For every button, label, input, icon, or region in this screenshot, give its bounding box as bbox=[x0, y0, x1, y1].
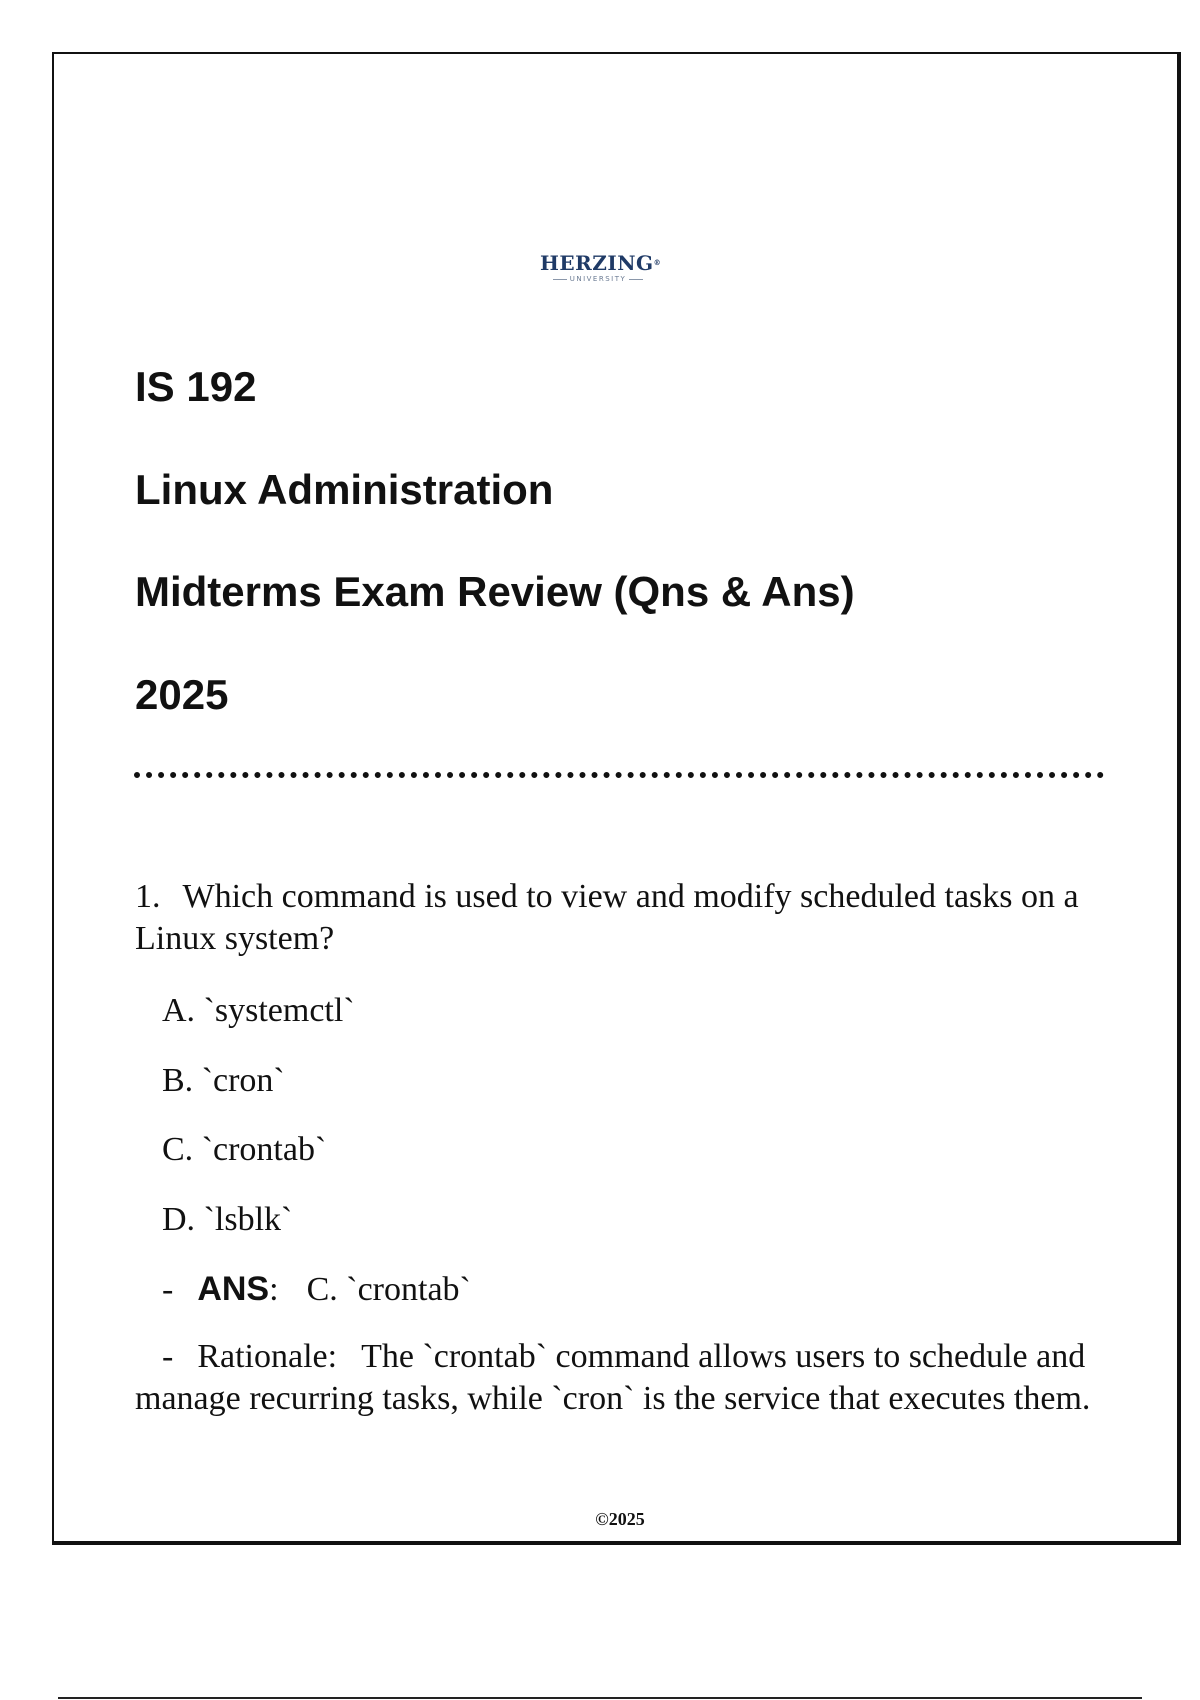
course-name: Linux Administration bbox=[135, 466, 554, 513]
option-c bbox=[162, 1129, 326, 1171]
question-1 bbox=[135, 876, 1095, 960]
option-text: `crontab` bbox=[201, 1131, 327, 1168]
answer-label: ANS bbox=[197, 1270, 270, 1308]
option-text: `cron` bbox=[201, 1062, 285, 1099]
rationale: - Rationale: The `crontab` command allows users to schedule and manage recurring tasks, while `cron` is the service that executes them. bbox=[135, 1338, 1091, 1417]
option-letter: A. bbox=[162, 992, 196, 1029]
footer-copyright: ©2025 bbox=[595, 1509, 645, 1529]
option-text: `lsblk` bbox=[203, 1201, 293, 1238]
logo-rule-left bbox=[553, 279, 567, 280]
logo-subtitle: UNIVERSITY bbox=[569, 275, 627, 283]
section-divider bbox=[134, 772, 1104, 778]
option-letter: B. bbox=[162, 1062, 194, 1099]
logo-rule-right bbox=[629, 279, 643, 280]
logo-wordmark: HERZING bbox=[540, 251, 654, 275]
question-number: 1. bbox=[135, 878, 161, 915]
option-d bbox=[162, 1199, 292, 1241]
option-b bbox=[162, 1060, 285, 1102]
bottom-rule bbox=[58, 1697, 1142, 1699]
rationale-text: The `crontab` command allows users to schedule and manage recurring tasks, while `cron` is the service that executes them. bbox=[135, 1338, 1091, 1417]
option-letter: D. bbox=[162, 1201, 196, 1238]
option-letter: C. bbox=[162, 1131, 194, 1168]
university-logo bbox=[540, 251, 662, 284]
answer-line: - ANS: C. `crontab` bbox=[162, 1270, 471, 1308]
answer-value: C. `crontab` bbox=[306, 1271, 471, 1308]
course-code: IS 192 bbox=[135, 363, 257, 410]
option-text: `systemctl` bbox=[203, 992, 355, 1029]
question-text: Which command is used to view and modify scheduled tasks on a Linux system? bbox=[135, 878, 1079, 957]
rationale-label: Rationale bbox=[197, 1338, 328, 1375]
document-title: Midterms Exam Review (Qns & Ans) bbox=[135, 568, 855, 615]
document-year: 2025 bbox=[135, 671, 229, 718]
option-a bbox=[162, 990, 355, 1032]
logo-registered-mark: ® bbox=[653, 258, 662, 267]
